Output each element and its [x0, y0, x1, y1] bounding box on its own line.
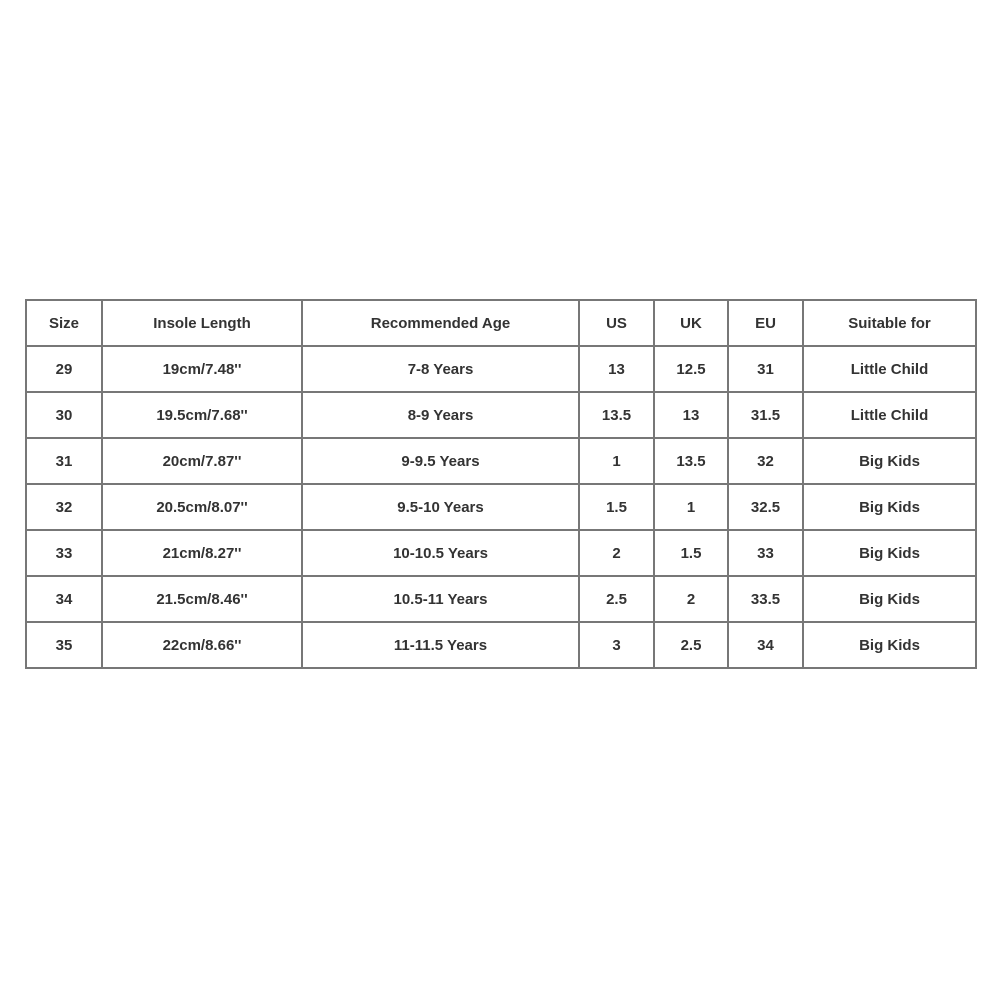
cell-eu: 32	[728, 438, 803, 484]
cell-recommended-age: 7-8 Years	[302, 346, 579, 392]
cell-insole-length: 19cm/7.48''	[102, 346, 302, 392]
cell-suitable-for: Big Kids	[803, 622, 976, 668]
column-header-suitable-for: Suitable for	[803, 300, 976, 346]
cell-suitable-for: Big Kids	[803, 576, 976, 622]
cell-insole-length: 19.5cm/7.68''	[102, 392, 302, 438]
cell-eu: 33.5	[728, 576, 803, 622]
cell-uk: 1	[654, 484, 728, 530]
table-row	[26, 622, 976, 668]
cell-uk: 2.5	[654, 622, 728, 668]
cell-us: 2.5	[579, 576, 654, 622]
cell-suitable-for: Big Kids	[803, 484, 976, 530]
table-row	[26, 576, 976, 622]
table-row	[26, 530, 976, 576]
cell-eu: 34	[728, 622, 803, 668]
column-header-insole-length: Insole Length	[102, 300, 302, 346]
cell-eu: 33	[728, 530, 803, 576]
cell-us: 1.5	[579, 484, 654, 530]
cell-uk: 13.5	[654, 438, 728, 484]
cell-size: 34	[26, 576, 102, 622]
cell-insole-length: 22cm/8.66''	[102, 622, 302, 668]
table-row	[26, 438, 976, 484]
cell-suitable-for: Little Child	[803, 392, 976, 438]
cell-recommended-age: 9-9.5 Years	[302, 438, 579, 484]
cell-recommended-age: 10-10.5 Years	[302, 530, 579, 576]
cell-insole-length: 20cm/7.87''	[102, 438, 302, 484]
cell-size: 35	[26, 622, 102, 668]
cell-insole-length: 21cm/8.27''	[102, 530, 302, 576]
cell-uk: 1.5	[654, 530, 728, 576]
cell-us: 1	[579, 438, 654, 484]
column-header-uk: UK	[654, 300, 728, 346]
cell-us: 13	[579, 346, 654, 392]
table-header-row	[26, 300, 976, 346]
size-chart-table	[25, 299, 977, 669]
column-header-recommended-age: Recommended Age	[302, 300, 579, 346]
cell-insole-length: 21.5cm/8.46''	[102, 576, 302, 622]
cell-uk: 12.5	[654, 346, 728, 392]
cell-eu: 32.5	[728, 484, 803, 530]
cell-recommended-age: 9.5-10 Years	[302, 484, 579, 530]
cell-size: 31	[26, 438, 102, 484]
cell-size: 32	[26, 484, 102, 530]
cell-recommended-age: 11-11.5 Years	[302, 622, 579, 668]
table-row	[26, 392, 976, 438]
column-header-size: Size	[26, 300, 102, 346]
cell-size: 33	[26, 530, 102, 576]
cell-us: 13.5	[579, 392, 654, 438]
table-row	[26, 346, 976, 392]
cell-uk: 2	[654, 576, 728, 622]
cell-suitable-for: Big Kids	[803, 438, 976, 484]
cell-eu: 31.5	[728, 392, 803, 438]
column-header-us: US	[579, 300, 654, 346]
cell-suitable-for: Little Child	[803, 346, 976, 392]
cell-size: 29	[26, 346, 102, 392]
table-row	[26, 484, 976, 530]
cell-recommended-age: 8-9 Years	[302, 392, 579, 438]
cell-suitable-for: Big Kids	[803, 530, 976, 576]
column-header-eu: EU	[728, 300, 803, 346]
cell-uk: 13	[654, 392, 728, 438]
cell-insole-length: 20.5cm/8.07''	[102, 484, 302, 530]
cell-us: 2	[579, 530, 654, 576]
cell-eu: 31	[728, 346, 803, 392]
cell-size: 30	[26, 392, 102, 438]
cell-recommended-age: 10.5-11 Years	[302, 576, 579, 622]
cell-us: 3	[579, 622, 654, 668]
